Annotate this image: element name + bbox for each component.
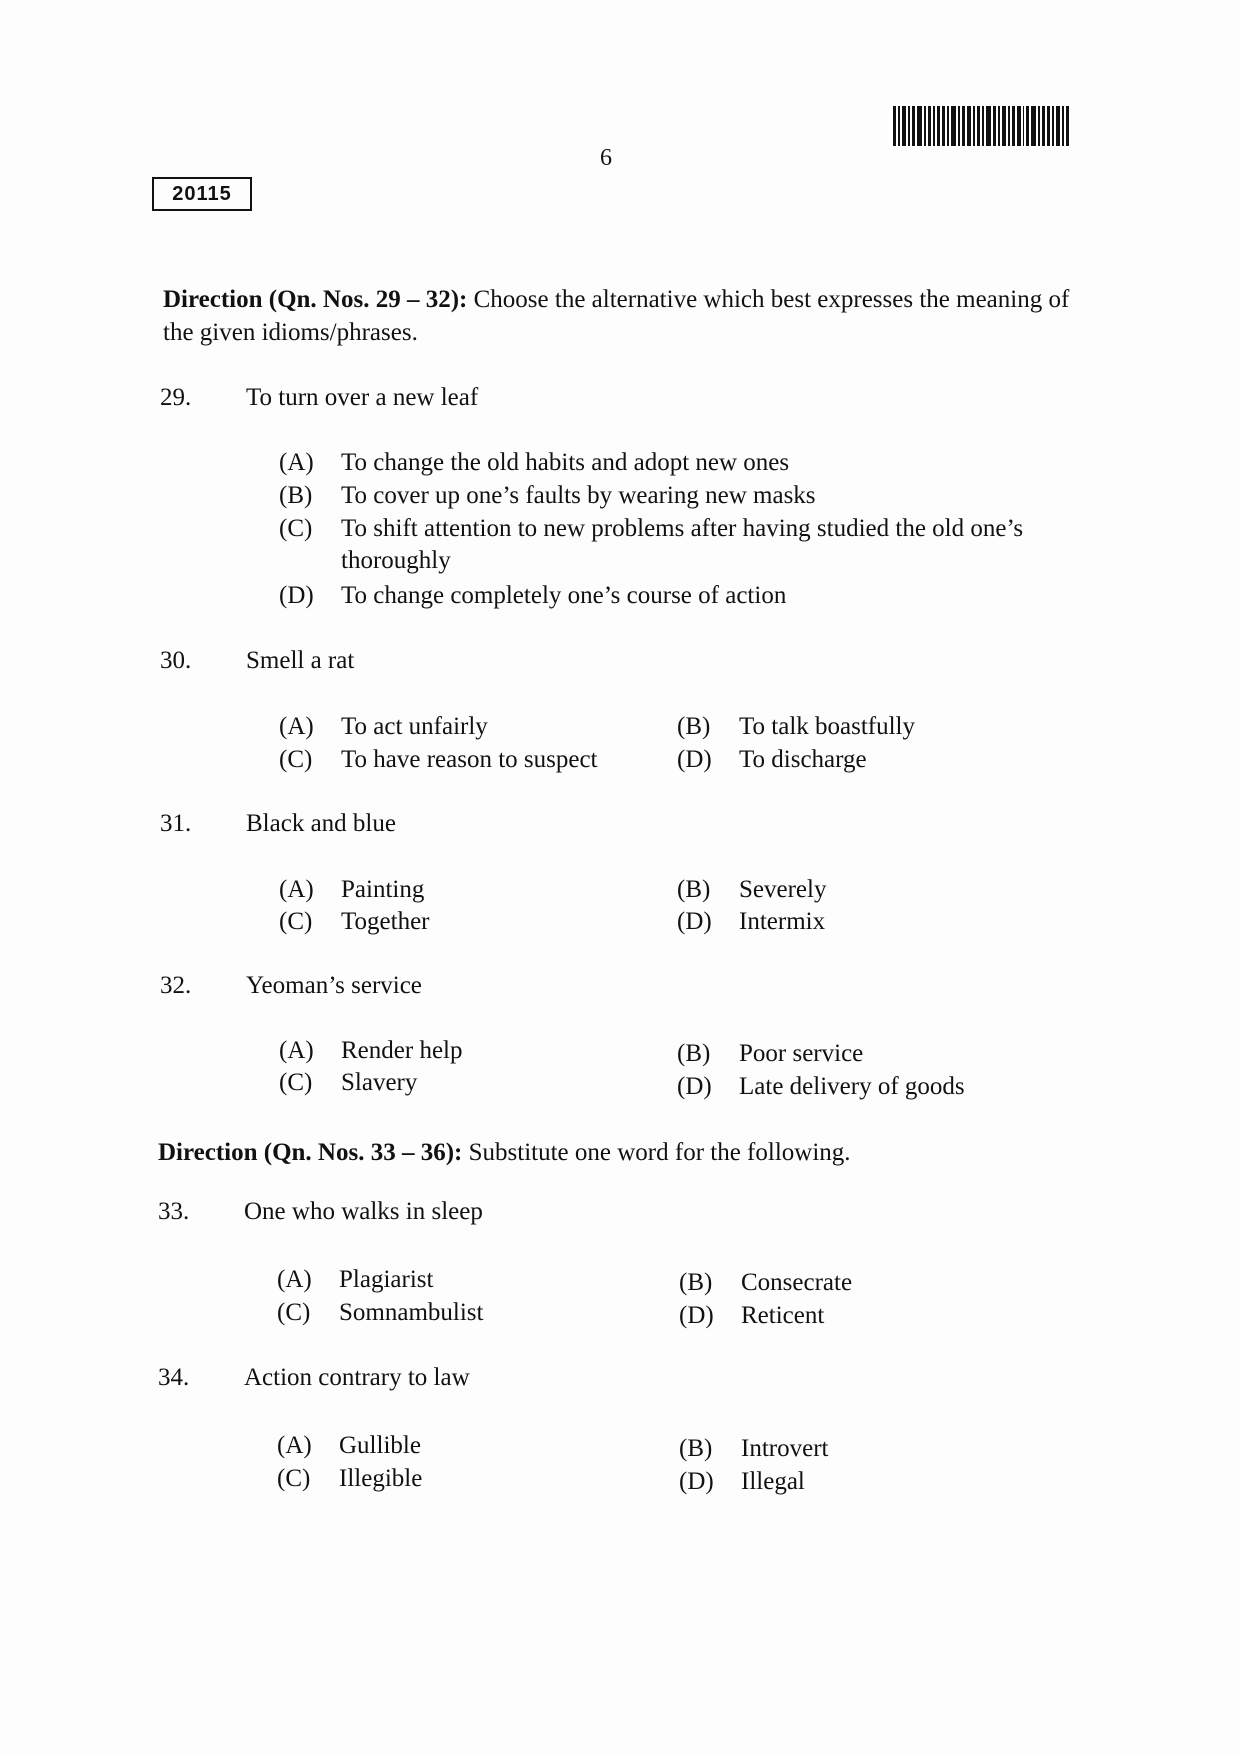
option-text: To cover up one’s faults by wearing new masks [341,482,816,509]
question-text: Black and blue [246,810,396,837]
option-text: Consecrate [741,1269,853,1296]
option-label: (A) [279,1037,314,1064]
option-text: To act unfairly [341,713,488,740]
option-label: (C) [279,746,313,773]
option-label: (B) [679,1435,713,1462]
option-text: Slavery [341,1069,418,1096]
question-text: Smell a rat [246,647,355,674]
question-text: One who walks in sleep [244,1198,483,1225]
option-label: (A) [279,713,314,740]
option-label: (C) [279,1069,313,1096]
option-text: To talk boastfully [739,713,916,740]
option-text: Illegible [339,1465,423,1492]
option-33-b [679,1269,852,1297]
option-30-a [279,713,488,741]
option-text: To change completely one’s course of action [341,582,787,609]
option-label: (A) [279,876,314,903]
option-text: Painting [341,876,425,903]
option-label: (A) [279,449,314,476]
direction-text: Choose the alternative which best expresses the meaning of the given idioms/phrases. [163,286,1070,346]
option-text: Gullible [339,1432,421,1459]
question-number: 31. [160,810,192,837]
direction-33-36 [158,1136,1073,1169]
option-34-d [679,1468,805,1496]
option-label: (D) [677,746,712,773]
question-text: Yeoman’s service [246,972,422,999]
option-text: Intermix [739,908,826,935]
option-32-c [279,1069,417,1097]
option-text: Poor service [739,1040,864,1067]
option-label: (B) [677,713,711,740]
question-text: To turn over a new leaf [246,384,479,411]
option-text: To discharge [739,746,867,773]
option-text: Together [341,908,430,935]
option-33-a [277,1266,433,1294]
option-34-c [277,1465,422,1493]
question-text: Action contrary to law [244,1364,470,1391]
option-text: Late delivery of goods [739,1073,965,1100]
option-label: (D) [677,1073,712,1100]
option-text: Reticent [741,1302,825,1329]
option-32-d [677,1073,965,1101]
direction-29-32 [163,283,1078,349]
option-34-a [277,1432,421,1460]
option-32-a [279,1037,462,1065]
paper-code: 20115 [152,177,252,211]
option-label: (D) [679,1302,714,1329]
option-30-c [279,746,598,774]
option-label: (B) [677,876,711,903]
option-31-d [677,908,825,936]
option-label: (A) [277,1432,312,1459]
question-number: 33. [158,1198,190,1225]
option-text: Plagiarist [339,1266,434,1293]
barcode-icon [893,106,1071,146]
option-text: To shift attention to new problems after having studied the old one’s thoroughly [341,515,1024,574]
question-number: 32. [160,972,192,999]
option-30-b [677,713,915,741]
option-label: (D) [677,908,712,935]
option-32-b [677,1040,863,1068]
option-text: Render help [341,1037,463,1064]
direction-heading: Direction (Qn. Nos. 29 – 32): [163,286,468,313]
question-number: 29. [160,384,192,411]
option-text: Severely [739,876,827,903]
option-text: Introvert [741,1435,829,1462]
question-number: 34. [158,1364,190,1391]
option-text: To have reason to suspect [341,746,598,773]
option-label: (A) [277,1266,312,1293]
option-label: (C) [279,515,313,542]
option-label: (D) [279,582,314,609]
option-31-b [677,876,826,904]
option-31-a [279,876,424,904]
option-label: (C) [279,908,313,935]
option-label: (C) [277,1465,311,1492]
option-34-b [679,1435,828,1463]
option-label: (B) [677,1040,711,1067]
option-label: (C) [277,1299,311,1326]
option-text: Illegal [741,1468,805,1495]
option-label: (D) [679,1468,714,1495]
direction-text: Substitute one word for the following. [462,1139,851,1166]
option-33-c [277,1299,483,1327]
option-33-d [679,1302,824,1330]
page-number: 6 [600,145,612,171]
question-number: 30. [160,647,192,674]
option-31-c [279,908,430,936]
option-label: (B) [279,482,313,509]
option-label: (B) [679,1269,713,1296]
option-30-d [677,746,867,774]
option-text: To change the old habits and adopt new ones [341,449,790,476]
option-text: Somnambulist [339,1299,484,1326]
direction-heading: Direction (Qn. Nos. 33 – 36): [158,1139,463,1166]
